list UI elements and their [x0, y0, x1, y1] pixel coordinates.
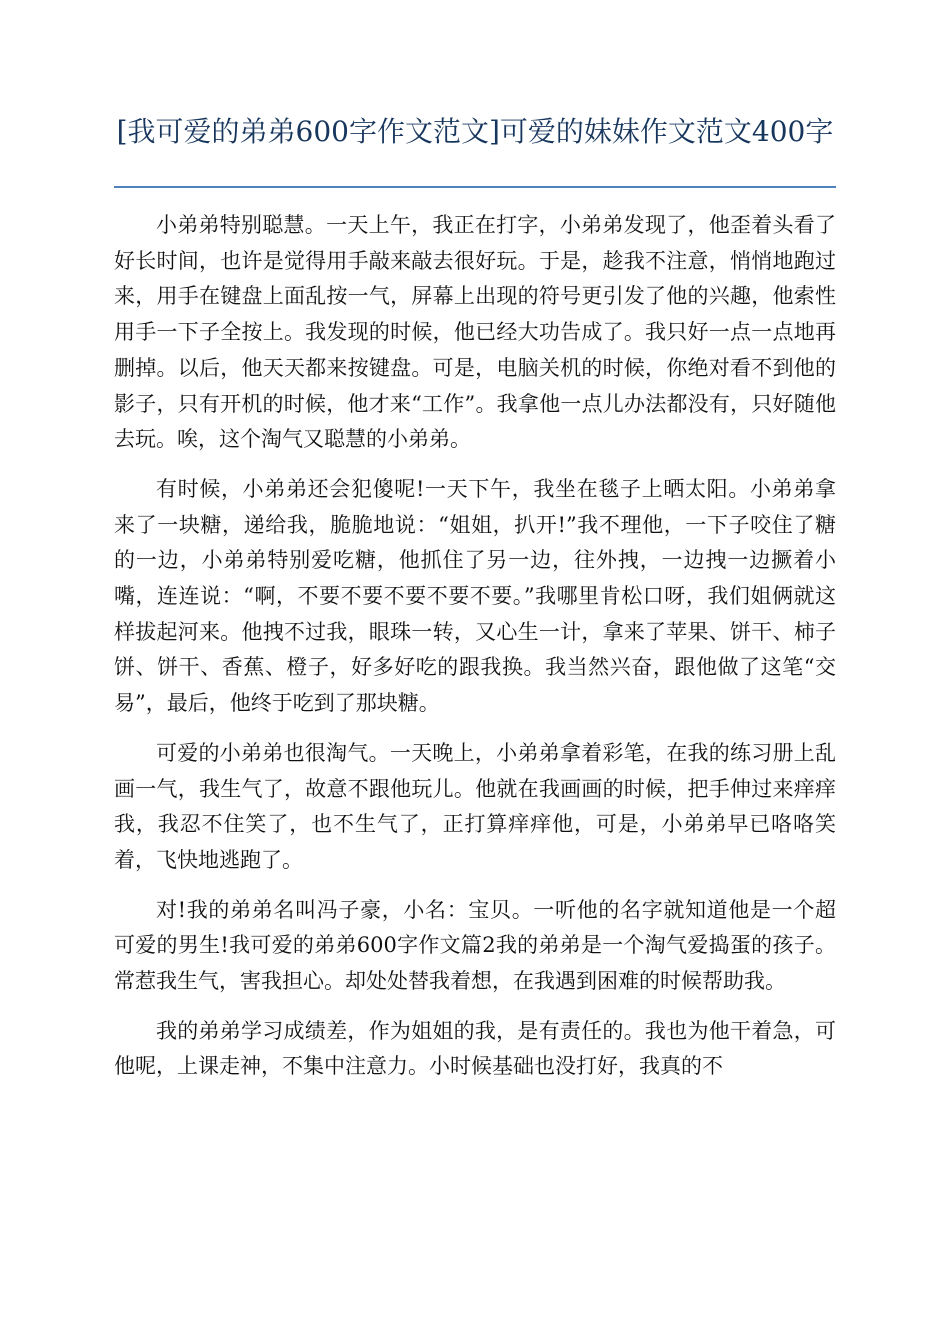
- paragraph: 有时候，小弟弟还会犯傻呢!一天下午，我坐在毯子上晒太阳。小弟弟拿来了一块糖，递给我，脆脆地说：“姐姐，扒开!”我不理他，一下子咬住了糖的一边，小弟弟特别爱吃糖，他抓住了另一边，往外拽，一边拽一边撅着小嘴，连连说：“啊，不要不要不要不要不要。”我哪里肯松口呀，我们姐俩就这样拔起河来。他拽不过我，眼珠一转，又心生一计，拿来了苹果、饼干、柿子饼、饼干、香蕉、橙子，好多好吃的跟我换。我当然兴奋，跟他做了这笔“交易”，最后，他终于吃到了那块糖。: [114, 476, 836, 716]
- paragraph: 对!我的弟弟名叫冯子豪，小名：宝贝。一听他的名字就知道他是一个超可爱的男生!我可爱的弟弟600字作文篇2我的弟弟是一个淘气爱捣蛋的孩子。常惹我生气，害我担心。却处处替我着想，在我遇到困难的时候帮助我。: [114, 897, 836, 994]
- title-underline: [114, 186, 836, 188]
- document-body: [114, 208, 836, 1344]
- paragraph: 小弟弟特别聪慧。一天上午，我正在打字，小弟弟发现了，他歪着头看了好长时间，也许是觉得用手敲来敲去很好玩。于是，趁我不注意，悄悄地跑过来，用手在键盘上面乱按一气，屏幕上出现的符号更引发了他的兴趣，他索性用手一下子全按上。我发现的时候，他已经大功告成了。我只好一点一点地再删掉。以后，他天天都来按键盘。可是，电脑关机的时候，你绝对看不到他的影子，只有开机的时候，他才来“工作”。我拿他一点儿办法都没有，只好随他去玩。唉，这个淘气又聪慧的小弟弟。: [114, 213, 836, 452]
- document-title: [我可爱的弟弟600字作文范文]可爱的妹妹作文范文400字: [116, 115, 834, 148]
- paragraph: 可爱的小弟弟也很淘气。一天晚上，小弟弟拿着彩笔，在我的练习册上乱画一气，我生气了，故意不跟他玩儿。他就在我画画的时候，把手伸过来痒痒我，我忍不住笑了，也不生气了，正打算痒痒他，可是，小弟弟早已咯咯笑着，飞快地逃跑了。: [114, 740, 836, 872]
- paragraph: 我的弟弟学习成绩差，作为姐姐的我，是有责任的。我也为他干着急，可他呢，上课走神，不集中注意力。小时候基础也没打好，我真的不: [114, 1018, 836, 1079]
